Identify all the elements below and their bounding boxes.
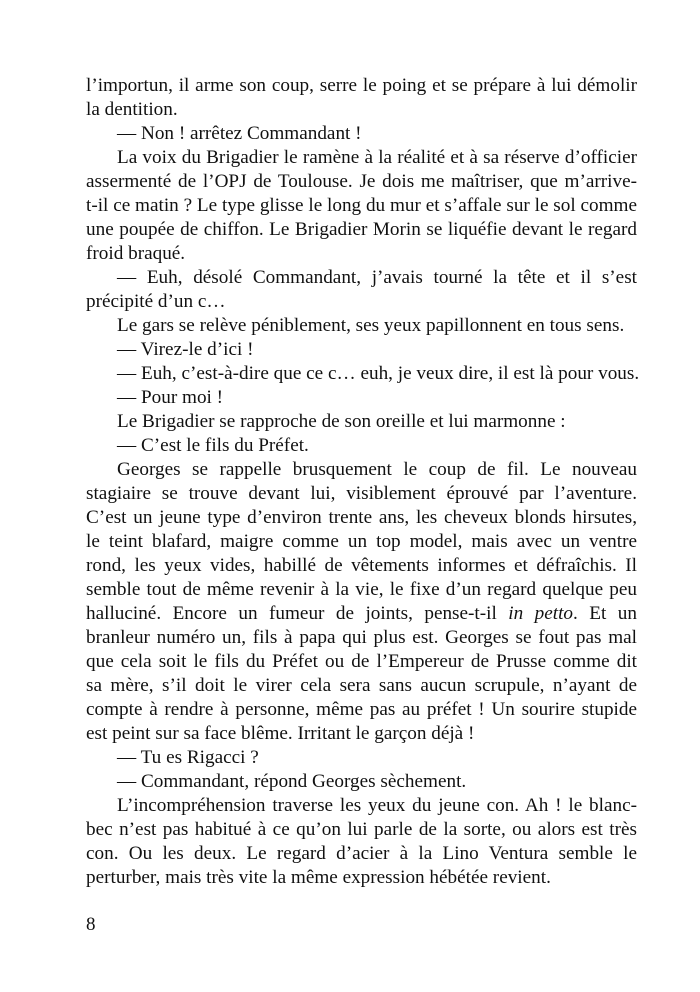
text-line: — Commandant, répond Georges sèchement. — [117, 771, 467, 792]
text-segment: . Et un — [573, 603, 637, 624]
text-line: stagiaire se trouve devant lui, visiblement éprouvé par l’aventure. — [86, 483, 637, 504]
text-line: branleur numéro un, fils à papa qui plus est. Georges se fout pas mal — [86, 627, 637, 648]
text-line: froid braqué. — [86, 243, 186, 264]
text-line: une poupée de chiffon. Le Brigadier Morin se liquéfie devant le regard — [86, 219, 637, 240]
text-line: — Non ! arrêtez Commandant ! — [117, 123, 362, 144]
text-segment: halluciné. Encore un fumeur de joints, pense-t-il — [86, 603, 509, 624]
text-line: le teint blafard, maigre comme un top model, mais avec un ventre — [86, 531, 637, 552]
text-line: assermenté de l’OPJ de Toulouse. Je dois me maîtriser, que m’arrive- — [86, 171, 637, 192]
text-line: que cela soit le fils du Préfet ou de l’Empereur de Prusse comme dit — [86, 651, 637, 672]
text-line: t-il ce matin ? Le type glisse le long du mur et s’affale sur le sol comme — [86, 195, 637, 216]
text-line: Le Brigadier se rapproche de son oreille et lui marmonne : — [117, 411, 566, 432]
text-line: — Tu es Rigacci ? — [117, 747, 259, 768]
text-line: — Euh, désolé Commandant, j’avais tourné la tête et il s’est — [117, 267, 637, 288]
text-line: — Euh, c’est-à-dire que ce c… euh, je veux dire, il est là pour vous. — [117, 363, 640, 384]
text-line: — Pour moi ! — [117, 387, 224, 408]
text-line: — Virez-le d’ici ! — [117, 339, 254, 360]
text-line: précipité d’un c… — [86, 291, 226, 312]
text-line: rond, les yeux vides, habillé de vêtements informes et défraîchis. Il — [86, 555, 637, 576]
text-line: semble tout de même revenir à la vie, le fixe d’un regard quelque peu — [86, 579, 637, 600]
text-line: La voix du Brigadier le ramène à la réalité et à sa réserve d’officier — [117, 147, 637, 168]
text-line: est peint sur sa face blême. Irritant le garçon déjà ! — [86, 723, 475, 744]
text-line: la dentition. — [86, 99, 178, 120]
text-line: C’est un jeune type d’environ trente ans, les cheveux blonds hirsutes, — [86, 507, 637, 528]
text-line: sa mère, s’il doit le virer cela sera sans aucun scrupule, n’ayant de — [86, 675, 637, 696]
text-line — [86, 602, 637, 626]
text-line: — C’est le fils du Préfet. — [117, 435, 309, 456]
text-line: Georges se rappelle brusquement le coup de fil. Le nouveau — [117, 459, 637, 480]
text-line: L’incompréhension traverse les yeux du jeune con. Ah ! le blanc- — [117, 795, 637, 816]
text-line: bec n’est pas habitué à ce qu’on lui parle de la sorte, ou alors est très — [86, 819, 637, 840]
text-line: Le gars se relève péniblement, ses yeux papillonnent en tous sens. — [117, 315, 625, 336]
text-line: l’importun, il arme son coup, serre le poing et se prépare à lui démolir — [86, 75, 637, 96]
italic-phrase: in petto — [508, 603, 574, 624]
text-line: perturber, mais très vite la même expression hébétée revient. — [86, 867, 551, 888]
text-line: compte à rendre à personne, même pas au préfet ! Un sourire stupide — [86, 699, 637, 720]
page-number: 8 — [86, 914, 96, 935]
body-text — [86, 74, 640, 890]
text-line: con. Ou les deux. Le regard d’acier à la Lino Ventura semble le — [86, 843, 637, 864]
